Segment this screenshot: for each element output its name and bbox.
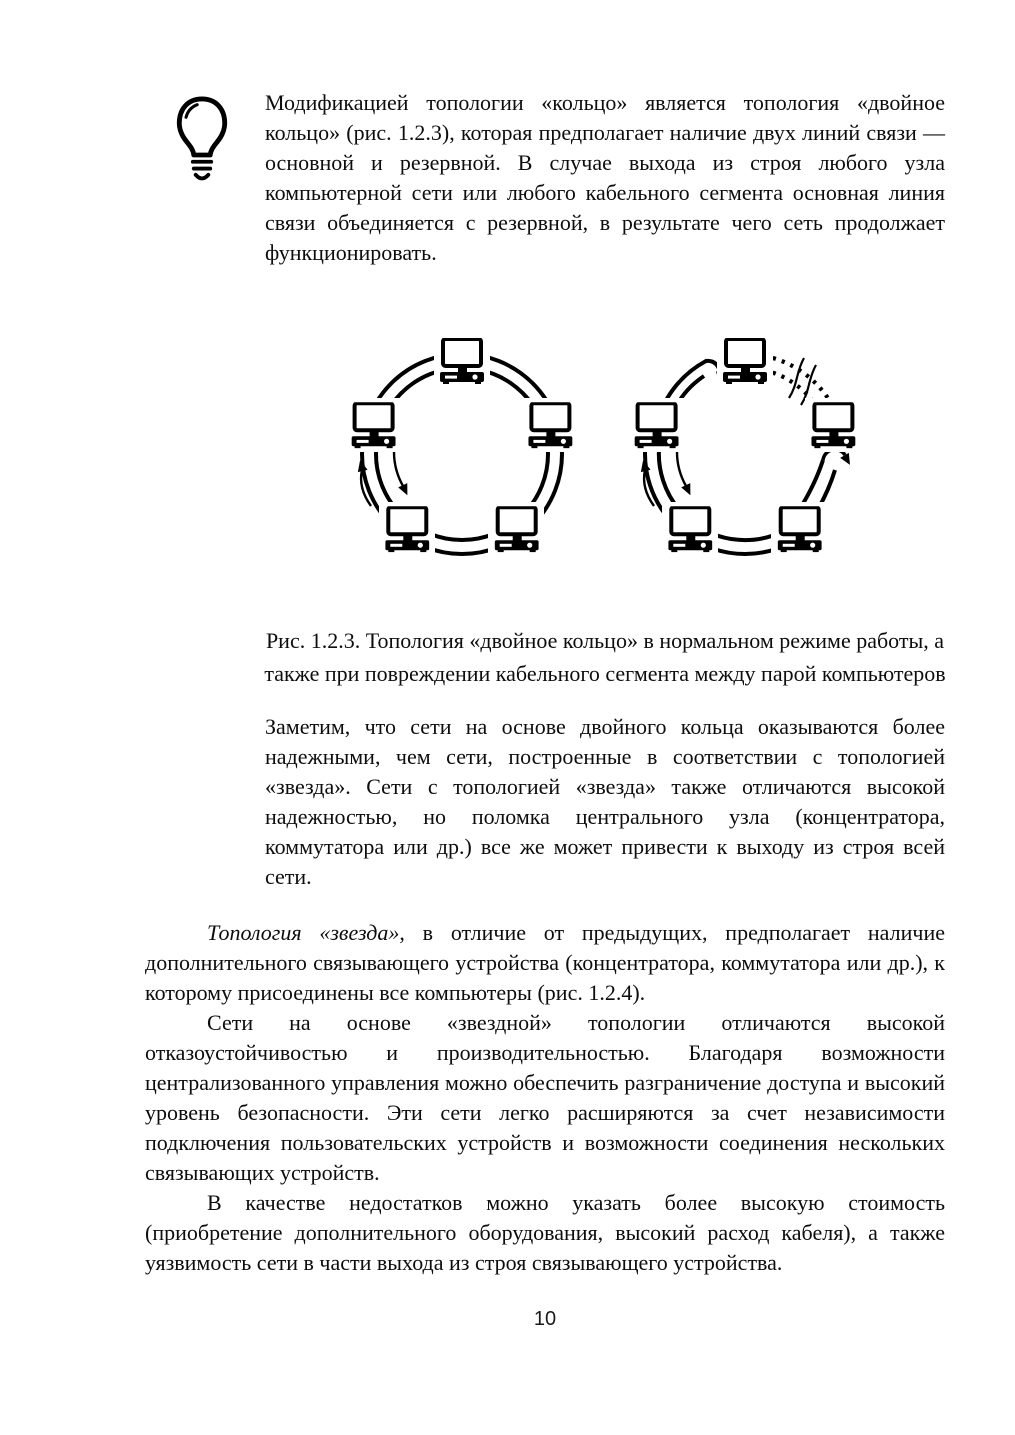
page-number: 10	[533, 1308, 557, 1330]
tip-paragraph: Модификацией топологии «кольцо» является топология «двойное кольцо» (рис. 1.2.3), которая предполагает наличие двух линий связи — основной и резервной. В случае выхода из строя любого узла компьютерной сети или любого кабельного сегмента основная линия связи объединяется с резервной, в результате чего сеть продолжает функционировать.	[265, 90, 945, 265]
reroute-arrow-right-head	[840, 453, 854, 468]
text-block	[145, 88, 945, 1331]
star-topology-text: , в отличие от предыдущих, предполагает наличие дополнительного связывающего устройства (концентратора, коммутатора или др.), к которому присоединены все компьютеры (рис. 1.2.4).	[145, 920, 945, 1005]
direction-arrow-down	[677, 452, 686, 486]
computer-icon	[385, 507, 429, 552]
figure-caption: Рис. 1.2.3. Топология «двойное кольцо» в нормальном режиме работы, а также при повреждении кабельного сегмента между парой компьютеров	[264, 628, 946, 686]
computer-icon	[635, 403, 679, 448]
computer-icon	[528, 403, 572, 448]
star-benefits-paragraph: Сети на основе «звездной» топологии отличаются высокой отказоустойчивостью и производительностью. Благодаря возможности централизованного управления можно обеспечить разграничение доступа и высокий уровень безопасности. Эти сети легко расширяются за счет независимости подключения пользовательских устройств и возможности соединения нескольких связывающих устройств.	[145, 1010, 945, 1185]
double-ring-normal-diagram	[312, 302, 612, 602]
note-paragraph: Заметим, что сети на основе двойного кольца оказываются более надежными, чем сети, построенные в соответствии с топологией «звезда». Сети с топологией «звезда» также отличаются высокой надежностью, но поломка центрального узла (концентратора, коммутатора или др.) все же может привести к выходу из строя всей сети.	[265, 714, 945, 889]
direction-arrow-down	[394, 452, 403, 486]
computer-icon	[352, 403, 396, 448]
computer-icon	[723, 339, 767, 384]
figure-1-2-3	[145, 302, 945, 690]
direction-arrow-down-head	[398, 483, 412, 497]
computer-icon	[778, 507, 822, 552]
tip-icon-column	[145, 88, 265, 268]
tip-block	[145, 88, 945, 268]
star-drawbacks-paragraph: В качестве недостатков можно указать более высокую стоимость (приобретение дополнительного оборудования, высокий расход кабеля), а также уязвимость сети в части выхода из строя связывающего устройства.	[145, 1190, 945, 1275]
diagram-stage	[145, 302, 945, 602]
computer-icon	[440, 339, 484, 384]
lightbulb-icon	[173, 94, 231, 186]
computer-icon	[495, 507, 539, 552]
star-topology-term: Топология «звезда»	[207, 920, 400, 945]
computer-icon	[668, 507, 712, 552]
double-ring-damaged-diagram	[595, 302, 895, 602]
computer-icon	[811, 403, 855, 448]
star-topology-paragraph	[145, 918, 945, 1008]
main-paragraphs	[145, 918, 945, 1278]
direction-arrow-down-head	[681, 483, 695, 497]
